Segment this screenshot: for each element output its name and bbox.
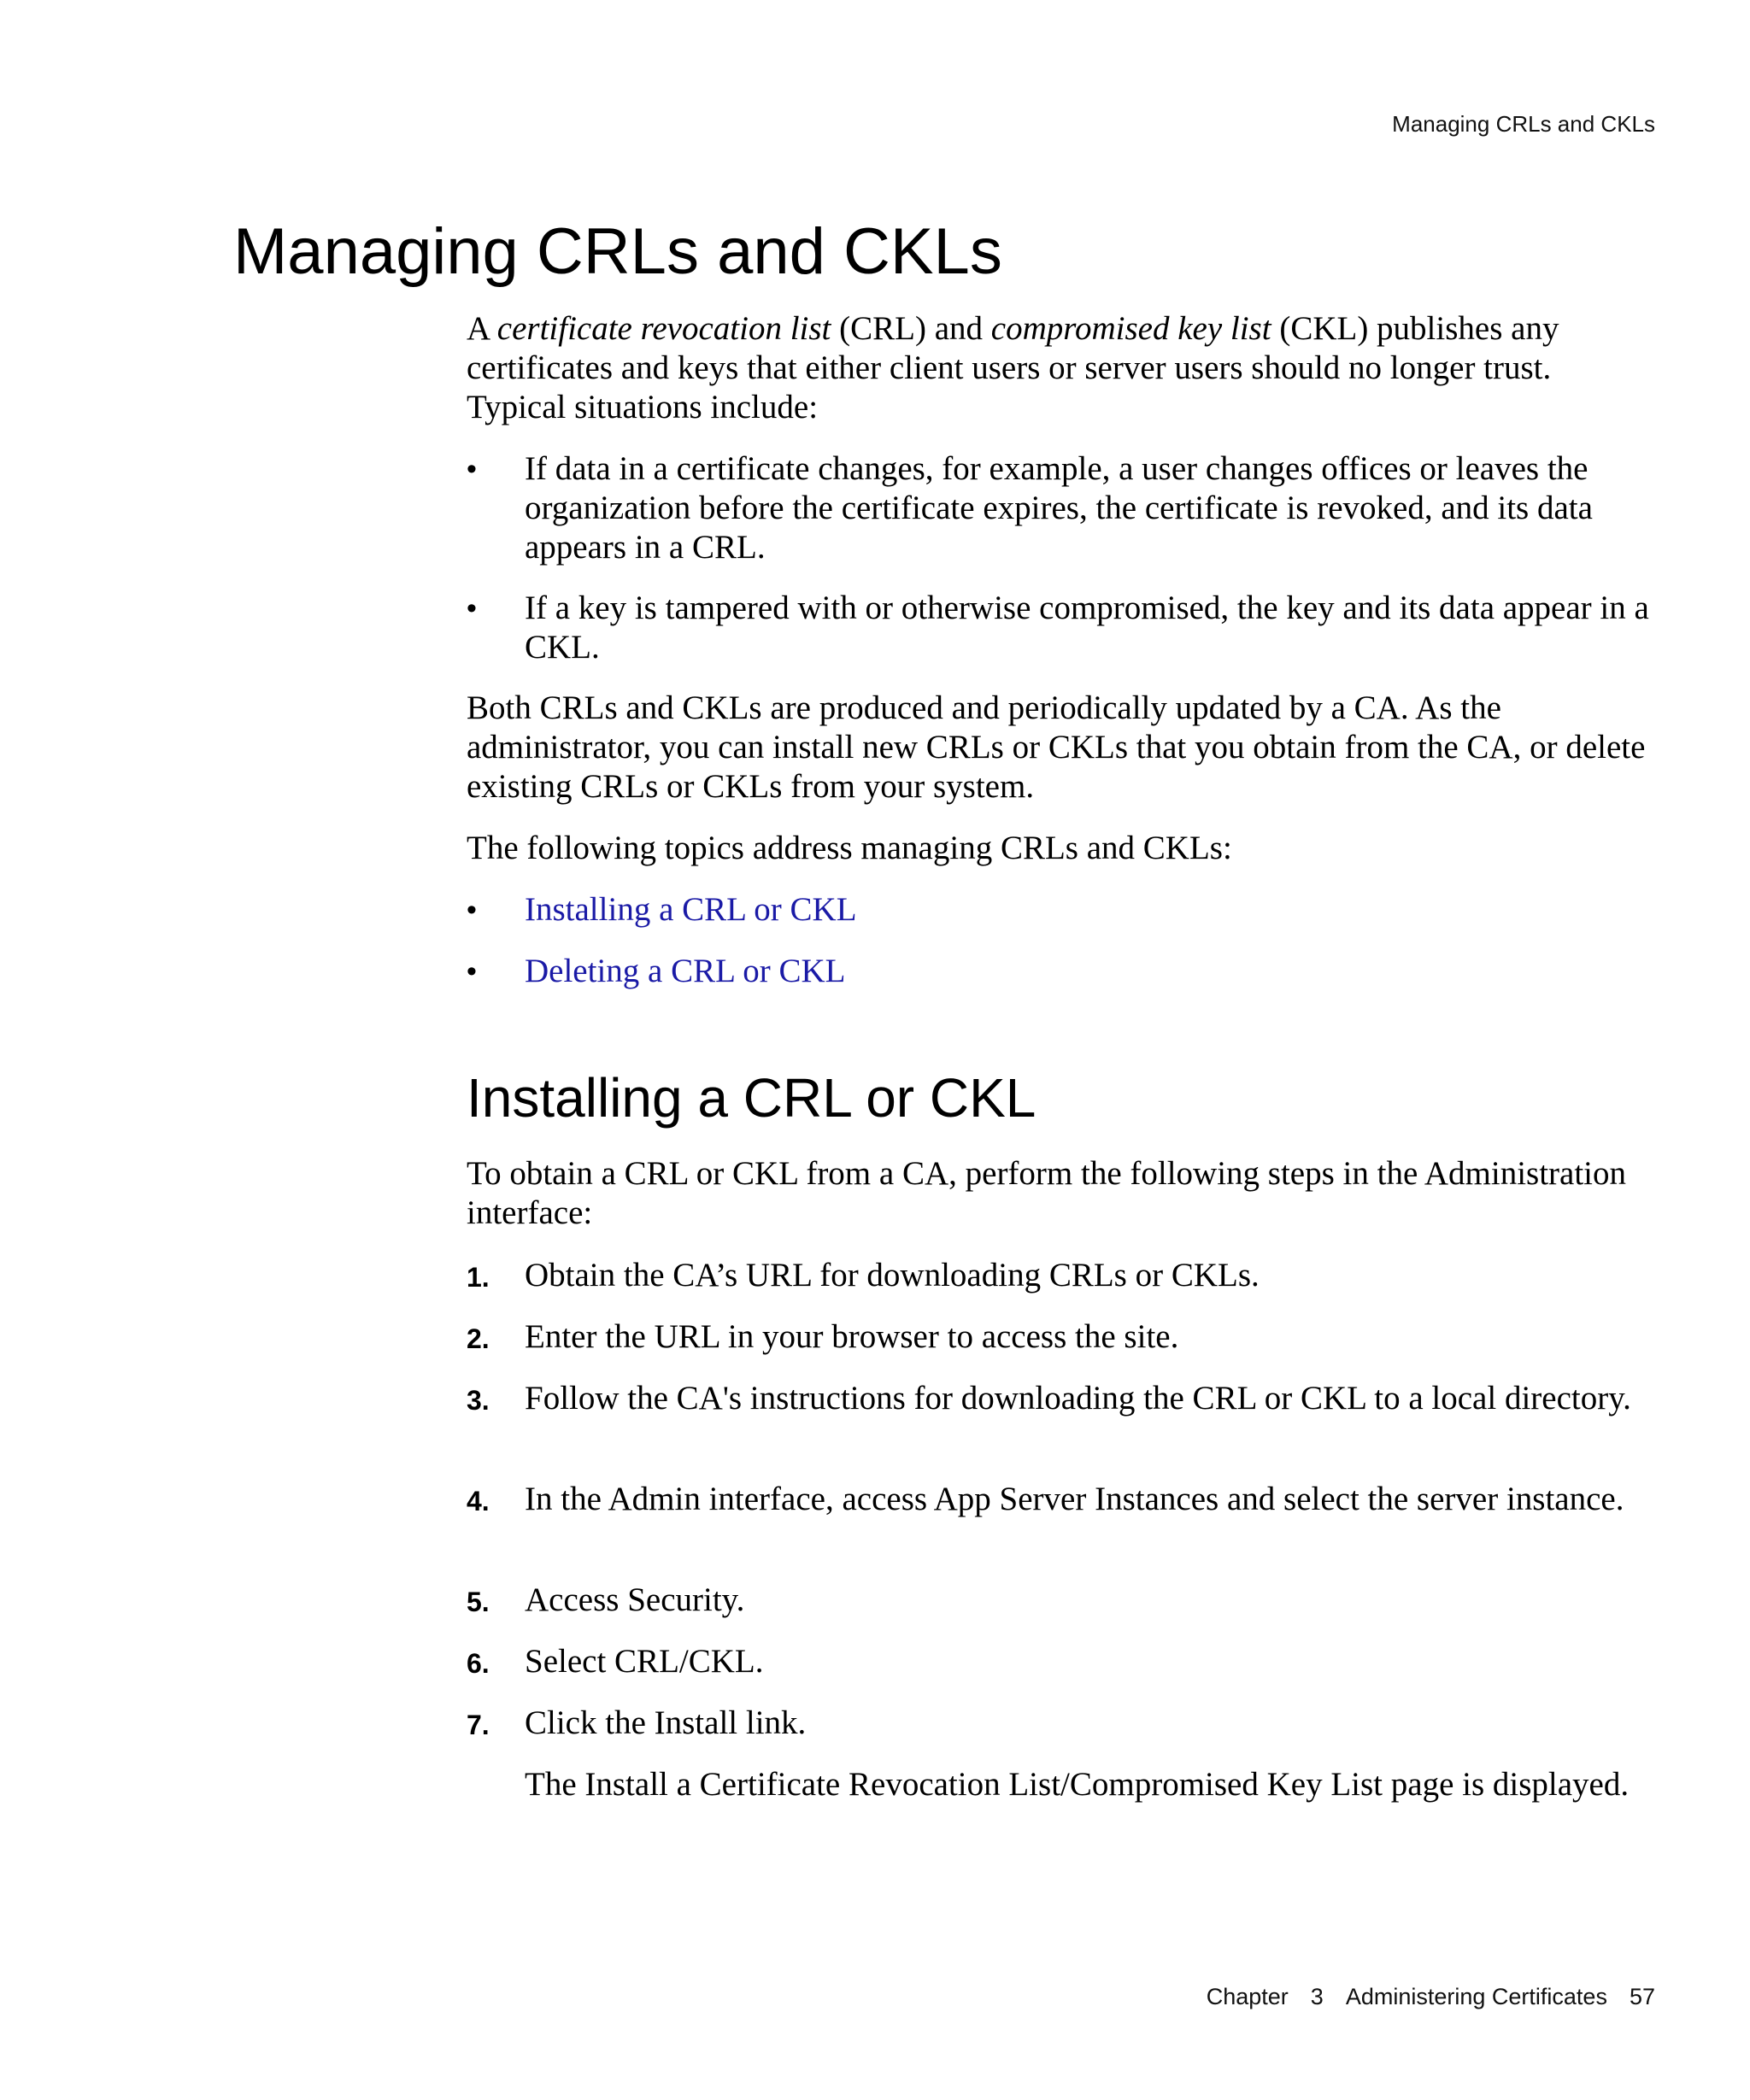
- step-text: Follow the CA's instructions for downloading the CRL or CKL to a local directory.: [525, 1380, 1631, 1417]
- step-text: Obtain the CA’s URL for downloading CRLs or CKLs.: [525, 1257, 1260, 1293]
- step-number: 6.: [467, 1648, 490, 1679]
- step-text: In the Admin interface, access App Server Instances and select the server instance.: [525, 1481, 1624, 1517]
- list-item-text: If a key is tampered with or otherwise compromised, the key and its data appear in a CKL.: [525, 590, 1649, 666]
- footer-chapter-number: 3: [1310, 1984, 1324, 2009]
- bullet-marker: •: [467, 894, 477, 926]
- bullet-marker: •: [467, 955, 477, 988]
- step-number: 4.: [467, 1486, 490, 1516]
- step-number: 2.: [467, 1323, 490, 1354]
- section-intro-paragraph: To obtain a CRL or CKL from a CA, perform the following steps in the Administration interface:: [467, 1155, 1627, 1231]
- step-number: 7.: [467, 1710, 490, 1740]
- bullet-marker: •: [467, 453, 477, 485]
- step-number: 1.: [467, 1262, 490, 1293]
- step-text: Access Security.: [525, 1581, 745, 1618]
- section-heading: Installing a CRL or CKL: [467, 1067, 1036, 1129]
- intro-paragraph: [467, 309, 1654, 427]
- paragraph-ca-updates: Both CRLs and CKLs are produced and periodically updated by a CA. As the administrator, you can install new CRLs or CKLs that you obtain from the CA, or delete existing CRLs or CKLs from your system.: [467, 689, 1646, 805]
- page-title: Managing CRLs and CKLs: [233, 215, 1002, 288]
- step-text: Select CRL/CKL.: [525, 1643, 764, 1680]
- running-header: Managing CRLs and CKLs: [1392, 111, 1655, 137]
- page-footer: [1207, 1982, 1655, 2011]
- intro-text-b: (CRL) and: [831, 310, 991, 347]
- term-ckl: compromised key list: [990, 310, 1271, 347]
- footer-chapter-title: Administering Certificates: [1345, 1984, 1607, 2009]
- step-text: Click the Install link.: [525, 1704, 807, 1741]
- link-deleting-crl-ckl[interactable]: Deleting a CRL or CKL: [525, 953, 846, 989]
- step-number: 5.: [467, 1587, 490, 1617]
- bullet-marker: •: [467, 592, 477, 625]
- step-text: Enter the URL in your browser to access the site.: [525, 1318, 1179, 1355]
- step-result-text: The Install a Certificate Revocation List/Compromised Key List page is displayed.: [525, 1766, 1630, 1803]
- link-installing-crl-ckl[interactable]: Installing a CRL or CKL: [525, 891, 857, 928]
- footer-page-number: 57: [1629, 1984, 1655, 2009]
- intro-text-a: A: [467, 310, 497, 347]
- term-crl: certificate revocation list: [496, 310, 831, 347]
- list-item-text: If data in a certificate changes, for example, a user changes offices or leaves the organization before the certificate expires, the certificate is revoked, and its data appears in a CRL.: [525, 450, 1593, 566]
- intro-text-c: (CKL) publishes any certificates and keys that either client users or server users should no longer trust. Typical situations include:: [467, 310, 1559, 425]
- paragraph-topics-intro: The following topics address managing CRLs and CKLs:: [467, 830, 1232, 866]
- step-number: 3.: [467, 1385, 490, 1416]
- footer-chapter-label: Chapter: [1206, 1984, 1289, 2009]
